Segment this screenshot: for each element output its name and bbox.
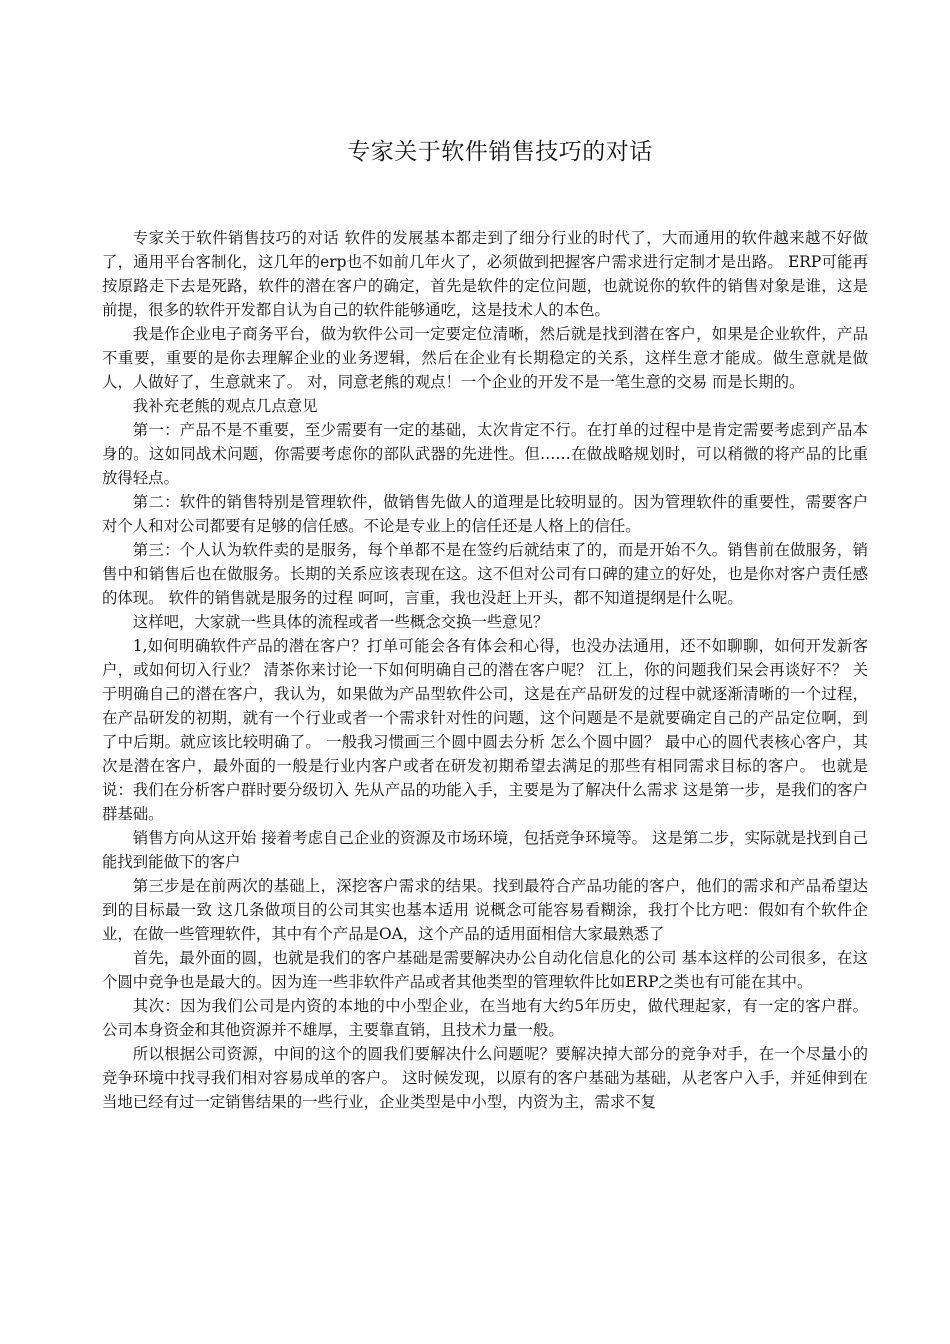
paragraph: 我补充老熊的观点几点意见 [132, 397, 318, 415]
paragraph: 第三步是在前两次的基础上，深挖客户需求的结果。找到最符合产品功能的客户，他们的需求和产品希望达到的目标最一致 这几条做项目的公司其实也基本适用 说概念可能容易看糊涂，我打个比方吧：假如有个软件企业，在做一些管理软件，其中有个产品是OA，这个产品的适用面相信大家最熟悉了 [102, 877, 868, 943]
paragraph: 首先，最外面的圆，也就是我们的客户基础是需要解决办公自动化信息化的公司 基本这样的公司很多，在这个圆中竞争也是最大的。因为连一些非软件产品或者其他类型的管理软件比如ERP之类也有可能在其中。 [102, 949, 868, 991]
paragraph: 第三：个人认为软件卖的是服务，每个单都不是在签约后就结束了的，而是开始不久。销售前在做服务，销售中和销售后也在做服务。长期的关系应该表现在这。这不但对公司有口碑的建立的好处，也是你对客户责任感的体现。 软件的销售就是服务的过程 呵呵，言重，我也没赶上开头，都不知道提纲是什么呢。 [102, 541, 868, 607]
paragraph: 第二：软件的销售特别是管理软件，做销售先做人的道理是比较明显的。因为管理软件的重要性，需要客户对个人和对公司都要有足够的信任感。不论是专业上的信任还是人格上的信任。 [102, 493, 868, 535]
document-body [102, 226, 868, 1114]
paragraph: 专家关于软件销售技巧的对话 软件的发展基本都走到了细分行业的时代了，大而通用的软件越来越不好做了，通用平台客制化，这几年的erp也不如前几年火了，必须做到把握客户需求进行定制才是出路。 ERP可能再按原路走下去是死路，软件的潜在客户的确定，首先是软件的定位问题，也就说你的软件的销售对象是谁，这是前提，很多的软件开发都自认为自己的软件能够通吃，这是技术人的本色。 [102, 229, 868, 319]
paragraph: 所以根据公司资源，中间的这个的圆我们要解决什么问题呢？要解决掉大部分的竞争对手，在一个尽量小的竞争环境中找寻我们相对容易成单的客户。 这时候发现，以原有的客户基础为基础，从老客户入手，并延伸到在当地已经有过一定销售结果的一些行业，企业类型是中小型，内资为主，需求不复 [102, 1045, 868, 1111]
paragraph: 这样吧，大家就一些具体的流程或者一些概念交换一些意见？ [132, 613, 549, 631]
paragraph: 其次：因为我们公司是内资的本地的中小型企业，在当地有大约5年历史，做代理起家，有一定的客户群。 公司本身资金和其他资源并不雄厚，主要靠直销，且技术力量一般。 [102, 997, 868, 1039]
paragraph: 我是作企业电子商务平台，做为软件公司一定要定位清晰，然后就是找到潜在客户，如果是企业软件，产品不重要，重要的是你去理解企业的业务逻辑，然后在企业有长期稳定的关系，这样生意才能成。做生意就是做人，人做好了，生意就来了。 对，同意老熊的观点！一个企业的开发不是一笔生意的交易 而是长期的。 [102, 325, 868, 391]
paragraph: 销售方向从这开始 接着考虑自己企业的资源及市场环境，包括竞争环境等。 这是第二步，实际就是找到自己能找到能做下的客户 [102, 829, 868, 871]
paragraph: 第一：产品不是不重要，至少需要有一定的基础，太次肯定不行。在打单的过程中是肯定需要考虑到产品本身的。这如同战术问题，你需要考虑你的部队武器的先进性。但……在做战略规划时，可以稍微的将产品的比重放得轻点。 [102, 421, 868, 487]
document-title: 专家关于软件销售技巧的对话 [347, 139, 653, 165]
paragraph: 1,如何明确软件产品的潜在客户？打单可能会各有体会和心得，也没办法通用，还不如聊聊，如何开发新客户，或如何切入行业？ 清茶你来讨论一下如何明确自己的潜在客户呢？ 江上，你的问题我们呆会再谈好不？ 关于明确自己的潜在客户，我认为，如果做为产品型软件公司，这是在产品研发的过程中就逐渐清晰的一个过程，在产品研发的初期，就有一个行业或者一个需求针对性的问题，这个问题是不是就要确定自己的产品定位啊，到了中后期。就应该比较明确了。 一般我习惯画三个圆中圆去分析 怎么个圆中圆？ 最中心的圆代表核心客户，其次是潜在客户，最外面的一般是行业内客户或者在研发初期希望去满足的那些有相同需求目标的客户。 也就是说：我们在分析客户群时要分级切入 先从产品的功能入手，主要是为了解决什么需求 这是第一步，是我们的客户群基础。 [102, 637, 868, 823]
